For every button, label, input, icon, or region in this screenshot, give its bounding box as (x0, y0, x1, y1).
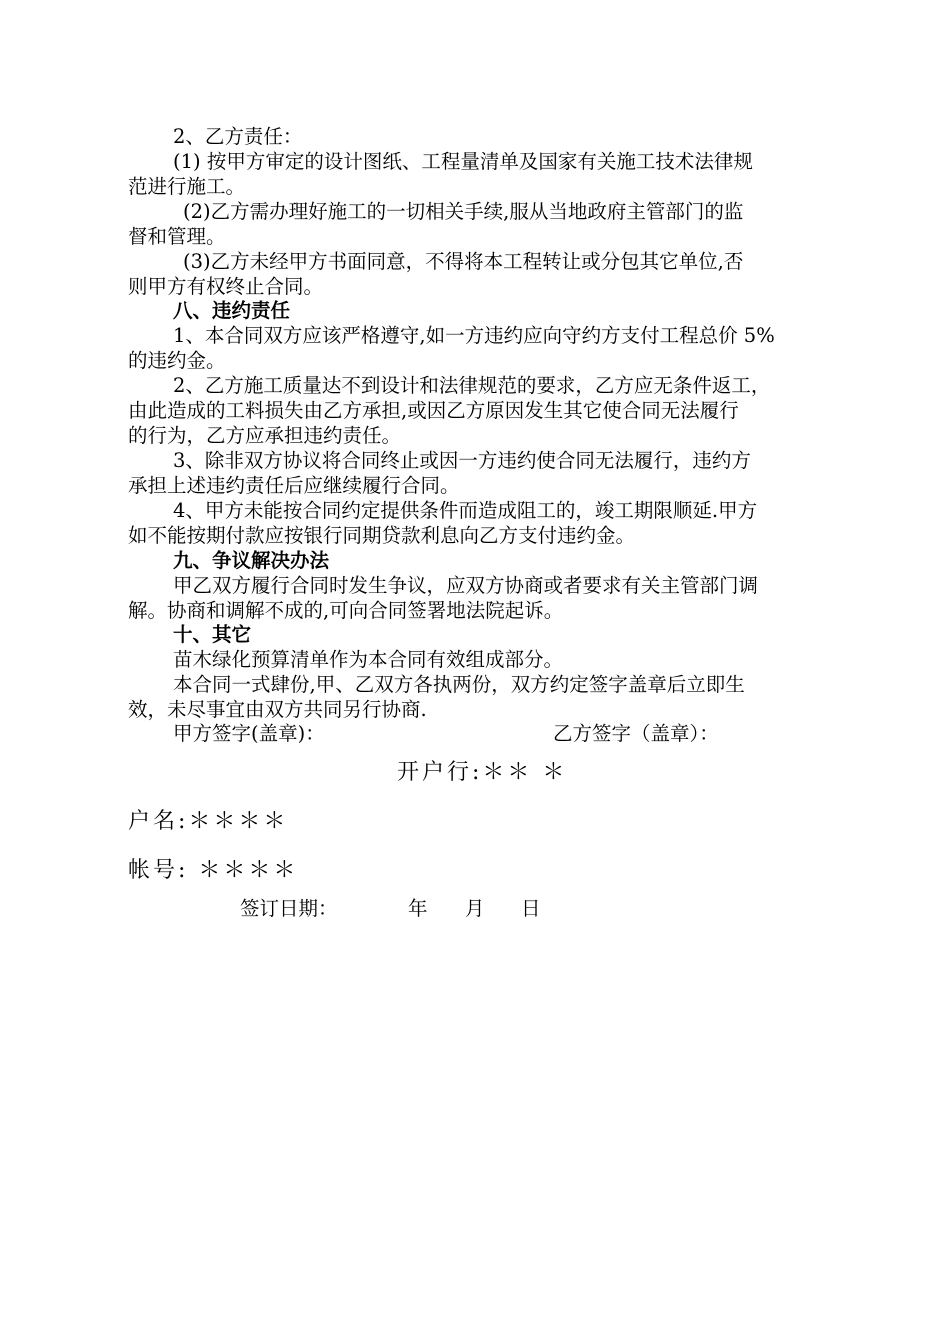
responsibility-item-1-line-2: 范进行施工。 (128, 175, 246, 198)
sign-date-label: 签订日期： (240, 897, 338, 920)
account-name-label: 户名:＊＊＊＊ (128, 809, 289, 834)
section-10-p1: 苗木绿化预算清单作为本合同有效组成部分。 (173, 648, 564, 671)
section-8-p1-line-1: 1、本合同双方应该严格遵守,如一方违约应向守约方支付工程总价 5% (173, 324, 775, 347)
section-8-p2-line-3: 的行为，乙方应承担违约责任。 (128, 424, 402, 447)
section-8-p2-line-2: 由此造成的工料损失由乙方承担,或因乙方原因发生其它使合同无法履行 (128, 399, 739, 422)
section-10-title: 十、其它 (173, 623, 252, 646)
bank-label: 开户行:＊＊ ＊ (397, 760, 568, 785)
section-8-p1-line-2: 的违约金。 (128, 349, 226, 372)
section-8-p3-line-2: 承担上述违约责任后应继续履行合同。 (128, 474, 460, 497)
account-number-label: 帐号: ＊＊＊＊ (128, 858, 299, 883)
sign-date-month: 月 (465, 897, 485, 920)
section-10-p2-line-2: 效，未尽事宜由双方共同另行协商. (128, 698, 427, 721)
section-9-p1-line-1: 甲乙双方履行合同时发生争议，应双方协商或者要求有关主管部门调 (173, 574, 759, 597)
responsibility-item-2-line-1: (2)乙方需办理好施工的一切相关手续,服从当地政府主管部门的监 (183, 200, 744, 223)
section-8-p2-line-1: 2、乙方施工质量达不到设计和法律规范的要求，乙方应无条件返工， (173, 374, 771, 397)
section-8-p4-line-1: 4、甲方未能按合同约定提供条件而造成阻工的，竣工期限顺延.甲方 (173, 499, 758, 522)
section-8-p3-line-1: 3、除非双方协议将合同终止或因一方违约使合同无法履行，违约方 (173, 449, 751, 472)
sign-date-year: 年 (408, 897, 428, 920)
sign-date-day: 日 (521, 897, 541, 920)
section-10-p2-line-1: 本合同一式肆份,甲、乙双方各执两份，双方约定签字盖章后立即生 (173, 673, 745, 696)
responsibility-item-1-line-1: (1) 按甲方审定的设计图纸、工程量清单及国家有关施工技术法律规 (173, 150, 753, 173)
section-9-p1-line-2: 解。协商和调解不成的,可向合同签署地法院起诉。 (128, 599, 564, 622)
responsibility-item-3-line-1: (3)乙方未经甲方书面同意，不得将本工程转让或分包其它单位,否 (183, 250, 744, 273)
section-8-title: 八、违约责任 (173, 299, 291, 322)
responsibility-item-2-line-2: 督和管理。 (128, 225, 226, 248)
party-a-signature-label: 甲方签字(盖章)： (173, 722, 325, 745)
section-9-title: 九、争议解决办法 (173, 549, 330, 572)
section-8-p4-line-2: 如不能按期付款应按银行同期贷款利息向乙方支付违约金。 (128, 524, 636, 547)
responsibility-item-3-line-2: 则甲方有权终止合同。 (128, 275, 324, 298)
responsibility-heading: 2、乙方责任： (173, 125, 303, 148)
party-b-signature-label: 乙方签字（盖章）： (553, 722, 719, 745)
